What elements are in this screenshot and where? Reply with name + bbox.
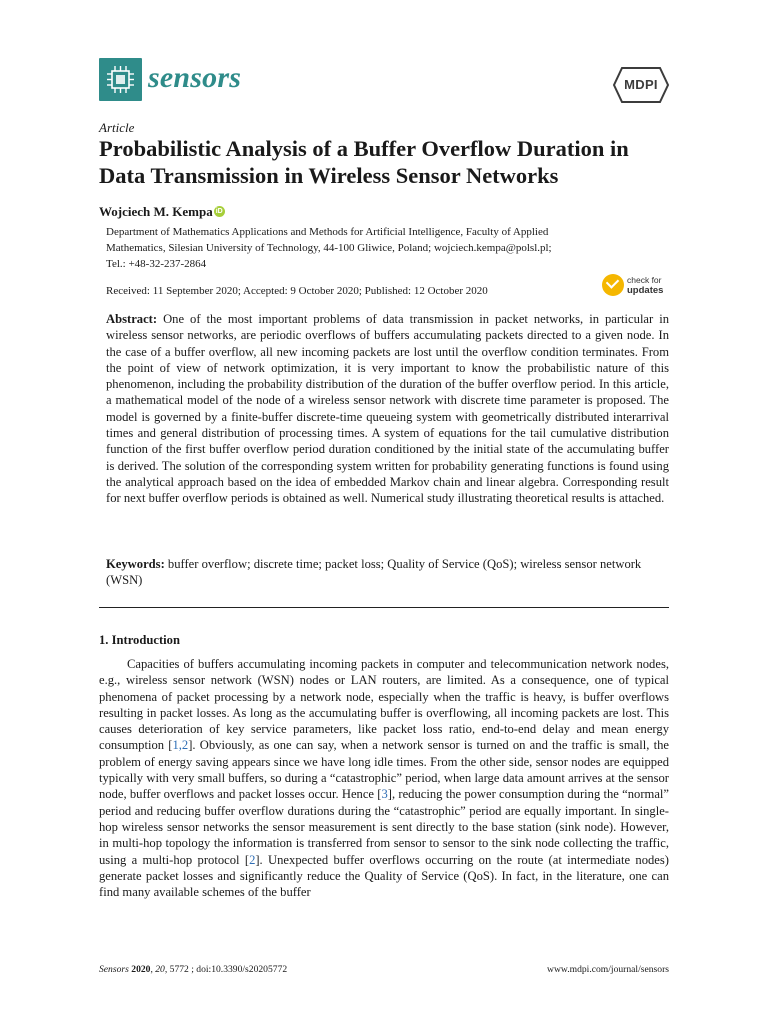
introduction-paragraph	[99, 656, 669, 900]
checkmark-icon	[602, 274, 624, 296]
footer-doi[interactable]: , 5772 ; doi:10.3390/s20205772	[164, 964, 288, 975]
check-for-updates-button[interactable]	[602, 274, 674, 298]
article-title: Probabilistic Analysis of a Buffer Overflow Duration in Data Transmission in Wireless Sensor Networks	[99, 136, 629, 188]
journal-name[interactable]: sensors	[148, 61, 242, 94]
abstract-label: Abstract:	[106, 312, 158, 326]
keywords-label: Keywords:	[106, 557, 165, 571]
publisher-name: MDPI	[624, 77, 658, 92]
intro-text: ]. Unexpected buffer overflows occurring on the route (at intermediate nodes) generate packet losses and significantly reduce the Quality of Service (QoS). In fact, in the literature, one can find many available schemes of the buffer	[99, 852, 669, 900]
author-line	[99, 204, 225, 220]
section-heading: 1. Introduction	[99, 633, 180, 647]
intro-text: ]. Obviously, as one can say, when a network sensor is turned on and the traffic is small, the problem of energy saving appears since we have long idle times. From the other side, sensor nodes are equipped typically with very small buffers, so during a “catastrophic” period, when large data amount arrives at the sensor node, buffer overflows and packet losses occur. Hence [	[99, 738, 669, 802]
affiliation-line: Tel.: +48-32-237-2864	[106, 258, 207, 270]
chip-icon	[99, 58, 142, 101]
footer-volume: 20	[155, 964, 165, 975]
citation-link[interactable]: 2	[249, 852, 256, 867]
intro-text: Capacities of buffers accumulating incoming packets in computer and telecommunication network nodes, e.g., wireless sensor network (WSN) nodes or LAN routers, are limited. As a consequence, one of typical phenomena of packet processing by a network node, especially when the traffic is heavy, is buffer overflows resulting in packet losses. As long as the accumulating buffer is overflowing, all incoming packets are lost. This causes deterioration of key service parameters, like packet loss ratio, end-to-end delay and mean energy consumption [	[99, 657, 669, 753]
citation-link[interactable]: 1,2	[172, 738, 189, 753]
affiliation-line: Mathematics, Silesian University of Technology, 44-100 Gliwice, Poland; wojciech.kempa@polsl.pl;	[106, 242, 552, 254]
updates-badge-line2: updates	[627, 285, 664, 296]
article-type: Article	[99, 120, 135, 135]
affiliation	[106, 224, 666, 272]
journal-logo-icon	[99, 58, 142, 101]
footer-year: 2020	[131, 964, 151, 975]
footer-journal: Sensors	[99, 964, 129, 975]
author-name: Wojciech M. Kempa	[99, 204, 213, 219]
intro-text: ], reducing the power consumption during the “normal” period and reducing buffer overflow durations during the “catastrophic” period are equally important. In single-hop wireless sensor networks the sensor measurement is sent directly to the base station (sink node). However, in multi-hop topology the information is transferred from sensor to sensor to the sink node collecting the traffic, using a multi-hop protocol [	[99, 787, 670, 867]
citation-link[interactable]: 3	[381, 787, 388, 802]
divider	[99, 607, 669, 608]
abstract	[106, 311, 669, 507]
affiliation-line: Department of Mathematics Applications and Methods for Artificial Intelligence, Faculty of Applied	[106, 226, 549, 238]
publication-dates: Received: 11 September 2020; Accepted: 9 October 2020; Published: 12 October 2020	[106, 285, 488, 297]
keywords	[106, 556, 669, 589]
abstract-text: One of the most important problems of data transmission in packet networks, in particular in wireless sensor networks, are periodic overflows of buffers accumulating packets directed to a given node. In the case of a buffer overflow, all new incoming packets are lost until the overflow condition terminates. From the point of view of network optimization, it is very important to know the probabilistic nature of this phenomenon, including the probability distribution of the duration of the buffer overflow period. In this article, a mathematical model of the node of a wireless sensor network with discrete time parameter is proposed. The model is governed by a finite-buffer discrete-time queueing system with geometrically distributed interarrival times and general distribution of processing times. A system of equations for the tail cumulative distribution function of the first buffer overflow period duration conditioned by the initial state of the accumulating buffer is derived. The solution of the corresponding system written for probability generating functions is found using the analytical approach based on the idea of embedded Markov chain and linear algebra. Corresponding result for next buffer overflow periods is obtained as well. Numerical study illustrating theoretical results is attached.	[106, 312, 670, 506]
footer-citation: Sensors 2020, 20, 5772 ; doi:10.3390/s20205772	[99, 964, 288, 975]
footer-url[interactable]: www.mdpi.com/journal/sensors	[547, 964, 669, 975]
keywords-text: buffer overflow; discrete time; packet loss; Quality of Service (QoS); wireless sensor network (WSN)	[106, 557, 642, 588]
orcid-icon[interactable]: iD	[215, 208, 223, 215]
publisher-logo[interactable]	[612, 66, 670, 104]
updates-badge-line1: check for	[627, 275, 662, 285]
